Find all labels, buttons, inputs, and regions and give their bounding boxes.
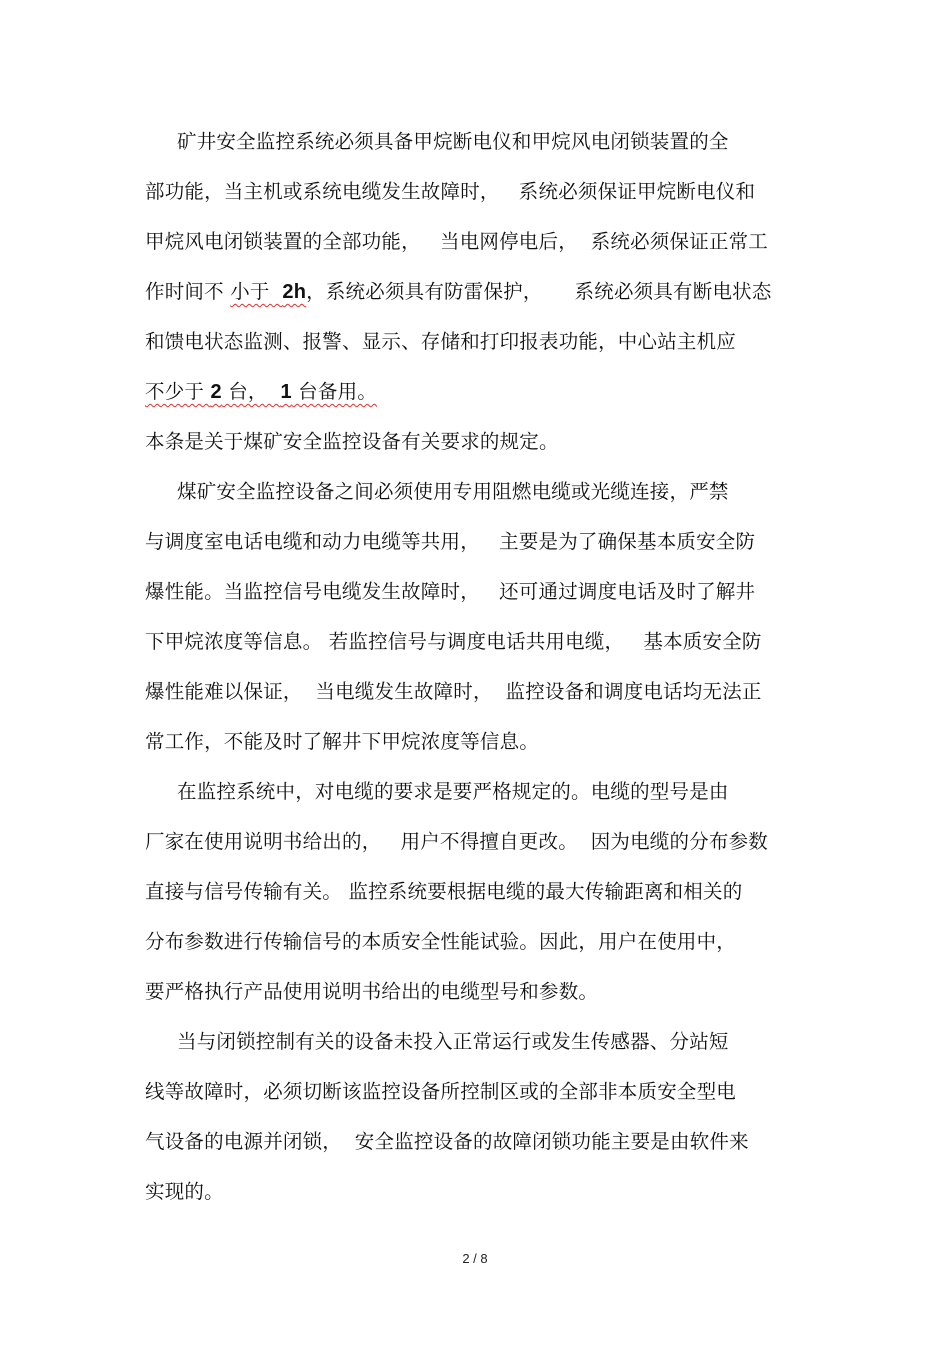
text-segment: 小于 xyxy=(230,280,283,303)
paragraph-line: 分布参数进行传输信号的本质安全性能试验。因此，用户在使用中， xyxy=(145,930,737,953)
paragraph-line: 下甲烷浓度等信息。 若监控信号与调度电话共用电缆， 基本质安全防 xyxy=(145,630,762,653)
spellcheck-underlined-text xyxy=(145,380,377,403)
paragraph-line: 爆性能。当监控信号电缆发生故障时， 还可通过调度电话及时了解井 xyxy=(145,580,756,603)
paragraph-line: 和馈电状态监测、报警、显示、存储和打印报表功能，中心站主机应 xyxy=(145,330,737,353)
paragraph-line: 实现的。 xyxy=(145,1180,224,1203)
paragraph-line: 厂家在使用说明书给出的， 用户不得擅自更改。 因为电缆的分布参数 xyxy=(145,830,768,853)
text-segment: 作时间不 xyxy=(145,280,231,303)
text-segment: ，系统必须具有防雷保护， 系统必须具有断电状态 xyxy=(306,280,772,303)
text-segment: 不少于 xyxy=(145,380,211,403)
text-segment: 台备用。 xyxy=(291,380,377,403)
paragraph-line: 直接与信号传输有关。 监控系统要根据电缆的最大传输距离和相关的 xyxy=(145,880,743,903)
paragraph-line: 本条是关于煤矿安全监控设备有关要求的规定。 xyxy=(145,430,559,453)
paragraph-line: 当与闭锁控制有关的设备未投入正常运行或发生传感器、分站短 xyxy=(177,1030,729,1053)
page-number: 2 / 8 xyxy=(462,1251,488,1266)
paragraph-line: 常工作，不能及时了解井下甲烷浓度等信息。 xyxy=(145,730,540,753)
paragraph-line xyxy=(145,377,377,407)
paragraph-line: 部功能，当主机或系统电缆发生故障时， 系统必须保证甲烷断电仪和 xyxy=(145,180,756,203)
paragraph-line: 矿井安全监控系统必须具备甲烷断电仪和甲烷风电闭锁装置的全 xyxy=(177,130,729,153)
paragraph-line: 在监控系统中，对电缆的要求是要严格规定的。电缆的型号是由 xyxy=(177,780,729,803)
paragraph-line: 气设备的电源并闭锁， 安全监控设备的故障闭锁功能主要是由软件来 xyxy=(145,1130,749,1153)
text-segment: 台， xyxy=(221,380,281,403)
paragraph-line: 甲烷风电闭锁装置的全部功能， 当电网停电后， 系统必须保证正常工 xyxy=(145,230,768,253)
paragraph-line: 煤矿安全监控设备之间必须使用专用阻燃电缆或光缆连接，严禁 xyxy=(177,480,729,503)
paragraph-line: 爆性能难以保证， 当电缆发生故障时， 监控设备和调度电话均无法正 xyxy=(145,680,762,703)
number-text: 2h xyxy=(282,281,307,303)
paragraph-line xyxy=(145,277,772,307)
paragraph-line: 线等故障时，必须切断该监控设备所控制区或的全部非本质安全型电 xyxy=(145,1080,737,1103)
paragraph-line: 与调度室电话电缆和动力电缆等共用， 主要是为了确保基本质安全防 xyxy=(145,530,756,553)
number-text: 2 xyxy=(210,381,222,403)
number-text: 1 xyxy=(280,381,292,403)
paragraph-line: 要严格执行产品使用说明书给出的电缆型号和参数。 xyxy=(145,980,599,1003)
spellcheck-underlined-text xyxy=(230,280,306,303)
